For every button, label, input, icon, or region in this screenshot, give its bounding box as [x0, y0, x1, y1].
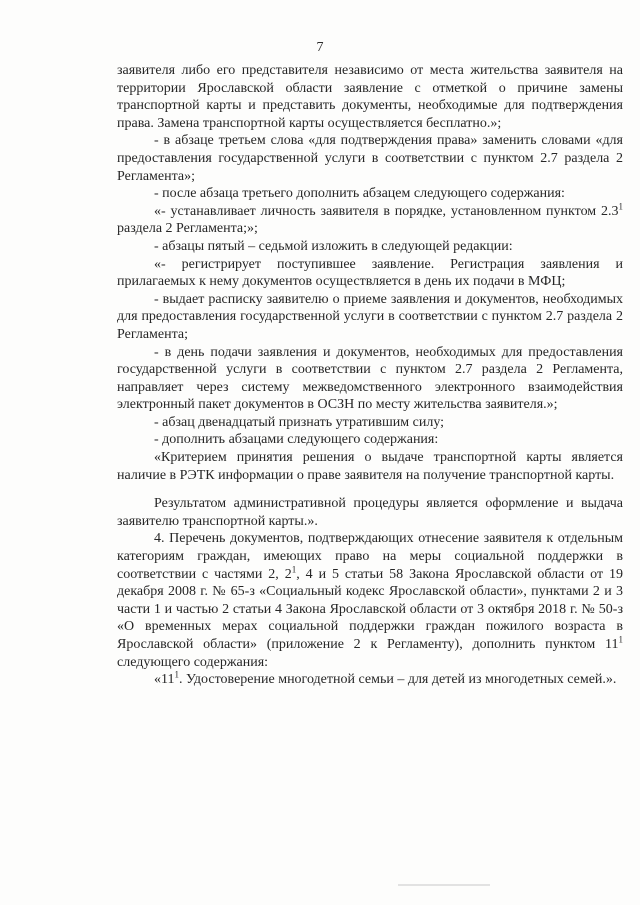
paragraph-text: Результатом административной процедуры является оформление и выдача заявителю транспортной карты.». — [117, 496, 623, 529]
paragraph — [117, 62, 623, 132]
paragraph — [117, 185, 623, 203]
paragraph-text: «Критерием принятия решения о выдаче транспортной карты является наличие в РЭТК информации о праве заявителя на получение транспортной карты. — [117, 450, 623, 483]
paragraph-text: следующего содержания: — [117, 654, 269, 670]
page-number: 7 — [316, 40, 324, 55]
paragraph — [117, 431, 623, 449]
paragraph — [117, 132, 623, 185]
paragraph-text: заявителя либо его представителя независимо от места жительства заявителя на территории Ярославской области заявление с отметкой о причине замены транспортной карты и представить документы, необходимые для подтверждения права. Замена транспортной карты осуществляется бесплатно.»; — [117, 63, 623, 131]
paragraph — [117, 291, 623, 344]
paragraph — [117, 671, 623, 689]
paragraph-text: - дополнить абзацами следующего содержания: — [154, 432, 439, 448]
scan-artifact — [398, 884, 490, 886]
paragraph — [117, 256, 623, 291]
paragraph — [117, 530, 623, 671]
superscript: 1 — [174, 669, 179, 680]
paragraph — [117, 344, 623, 414]
superscript: 1 — [618, 201, 623, 212]
paragraph-text: - в день подачи заявления и документов, необходимых для предоставления государственной услуги в соответствии с пунктом 2.7 раздела 2 Регламента, направляет через систему межведомственного электронного взаимодействия электронный пакет документов в ОСЗН по месту жительства заявителя.»; — [117, 344, 623, 413]
paragraph — [117, 495, 623, 530]
paragraph-text: «- устанавливает личность заявителя в порядке, установленном пунктом 2.3 — [154, 203, 619, 219]
paragraph-text: , 4 и 5 статьи 58 Закона Ярославской области от 19 декабря 2008 г. № 65-з «Социальный кодекс Ярославской области», пунктами 2 и 3 части 1 и частью 2 статьи 4 Закона Ярославской области от 3 октября 2018 г. № 50-з «О временных мерах социальной поддержки граждан пожилого возраста в Ярославской области» (приложение 2 к Регламенту), дополнить пунктом 11 — [117, 566, 623, 652]
paragraph-text: . Удостоверение многодетной семьи – для детей из многодетных семей.». — [178, 672, 617, 688]
paragraph — [117, 449, 623, 484]
paragraph-text: 4. Перечень документов, подтверждающих отнесение заявителя к отдельным категориям граждан, имеющих право на меры социальной поддержки в соответствии с частями 2, 2 — [117, 531, 623, 582]
paragraph-text: - выдает расписку заявителю о приеме заявления и документов, необходимых для предоставления государственной услуги в соответствии с пунктом 2.7 раздела 2 Регламента; — [117, 291, 623, 342]
superscript: 1 — [618, 634, 623, 645]
paragraph-text: «- регистрирует поступившее заявление. Регистрация заявления и прилагаемых к нему документов осуществляется в день их подачи в МФЦ; — [117, 256, 623, 290]
document-body — [117, 62, 623, 689]
superscript: 1 — [291, 563, 297, 574]
paragraph — [117, 414, 623, 432]
paragraph-text: - в абзаце третьем слова «для подтверждения права» заменить словами «для предоставления государственной услуги в соответствии с пунктом 2.7 раздела 2 Регламента»; — [117, 133, 623, 184]
paragraph-text: раздела 2 Регламента;»; — [117, 221, 258, 237]
paragraph-text: - абзацы пятый – седьмой изложить в следующей редакции: — [154, 238, 513, 254]
paragraph-text: - после абзаца третьего дополнить абзацем следующего содержания: — [154, 186, 565, 202]
paragraph — [117, 238, 623, 256]
paragraph-text: «11 — [154, 672, 175, 688]
paragraph — [117, 203, 623, 238]
paragraph-text: - абзац двенадцатый признать утратившим силу; — [154, 414, 445, 430]
